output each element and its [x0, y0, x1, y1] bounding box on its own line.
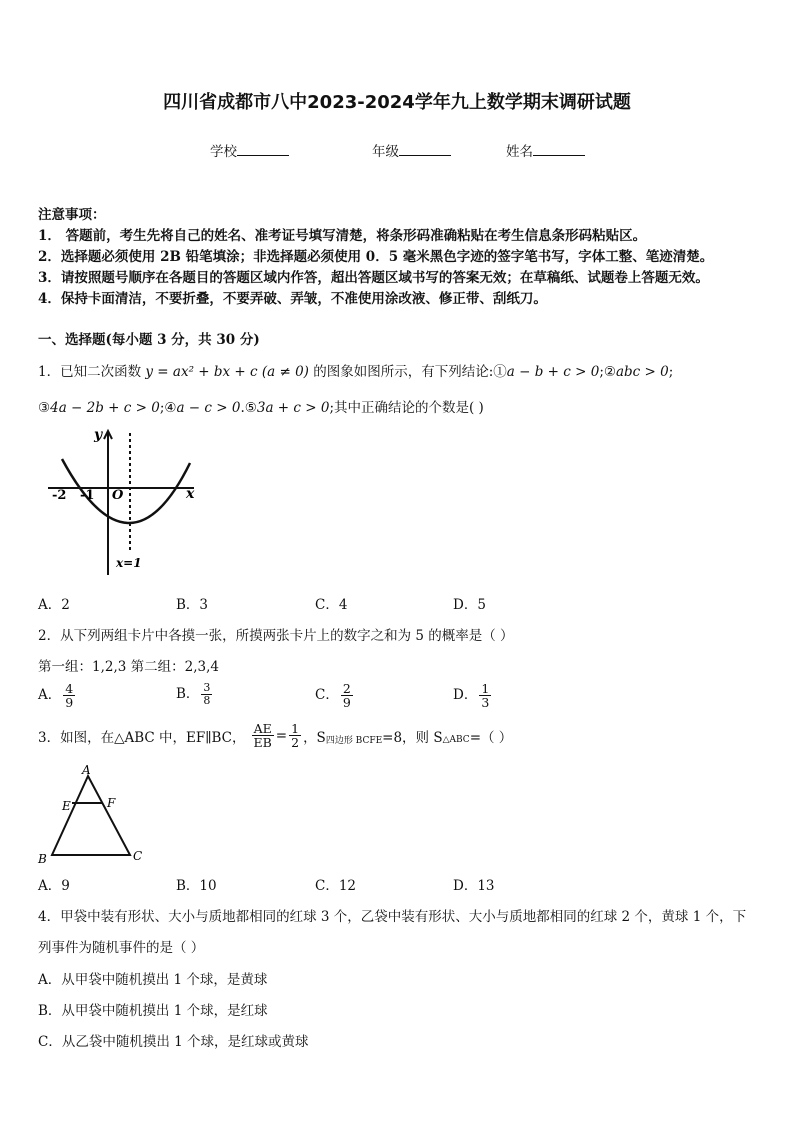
name-field [506, 140, 585, 160]
q1-line1 [38, 360, 673, 380]
q1-option-b: B．3 [176, 597, 209, 613]
x-axis-label: x [186, 486, 195, 502]
school-blank [237, 143, 289, 156]
name-label: 姓名 [506, 144, 533, 160]
q4-line2: 列事件为随机事件的是（ ） [38, 940, 205, 956]
q3-option-a: A．9 [38, 878, 70, 894]
numerator: 1 [291, 721, 300, 736]
q1-text: ;② [599, 364, 616, 380]
school-label: 学校 [210, 144, 237, 160]
q1-text: ; [668, 364, 674, 380]
option-label: B． [176, 686, 200, 702]
denominator: 8 [203, 694, 211, 707]
page-title: 四川省成都市八中2023-2024学年九上数学期末调研试题 [163, 92, 631, 113]
q1-conclusion-3: 4a − 2b + c > 0 [50, 400, 160, 416]
tick-label-minus-2: -2 [52, 488, 67, 503]
notice-item: 4．保持卡面清洁，不要折叠，不要弄破、弄皱，不准使用涂改液、修正带、刮纸刀。 [38, 291, 547, 307]
option-fraction [201, 682, 212, 706]
q3-subscript: 四边形 BCFE [325, 736, 383, 747]
q2-text: 2．从下列两组卡片中各摸一张，所摸两张卡片上的数字之和为 5 的概率是（ ） [38, 628, 514, 644]
equals-sign: = [275, 727, 288, 744]
denominator: EB [253, 735, 272, 751]
point-label-f: F [107, 796, 116, 810]
numerator: 2 [342, 681, 351, 696]
q1-text: 的图象如图所示，有下列结论:① [308, 364, 507, 380]
notice-item: 1． 答题前，考生先将自己的姓名、准考证号填写清楚，将条形码准确粘贴在考生信息条形码粘贴区。 [38, 228, 647, 244]
q1-option-a: A．2 [38, 597, 70, 613]
option-fraction [63, 682, 75, 709]
vertex-label-a: A [82, 763, 91, 777]
y-axis-label: y [94, 427, 103, 443]
q1-conclusion-4: a − c > 0 [176, 400, 241, 416]
q1-text: ;其中正确结论的个数是( ) [329, 400, 484, 416]
denominator: 9 [342, 695, 351, 711]
option-label: A． [38, 687, 62, 704]
denominator: 2 [291, 735, 300, 751]
school-field [210, 140, 289, 160]
option-label: D． [453, 687, 478, 704]
grade-blank [399, 143, 451, 156]
q1-conclusion-2: abc > 0 [615, 364, 669, 380]
vertex-label-c: C [133, 849, 143, 863]
numerator: 4 [65, 681, 74, 696]
q3-text [38, 722, 512, 749]
q3-text-part: =8，则 S [382, 729, 443, 746]
triangle-abc [52, 776, 130, 855]
q2-option-c [315, 682, 355, 709]
q1-text: .⑤ [240, 400, 257, 416]
q4-option-b: B．从甲袋中随机摸出 1 个球，是红球 [38, 1003, 268, 1019]
q1-text: ;④ [159, 400, 177, 416]
q4-option-a: A．从甲袋中随机摸出 1 个球，是黄球 [38, 972, 268, 988]
parabola-graph [44, 425, 204, 577]
q2-option-b [176, 682, 214, 707]
q1-text: 1．已知二次函数 [38, 364, 146, 380]
grade-label: 年级 [372, 144, 399, 160]
point-label-e: E [62, 799, 71, 813]
q3-subscript: △ABC [442, 734, 470, 745]
q3-ratio [251, 722, 273, 749]
option-fraction [479, 682, 491, 709]
q3-option-b: B．10 [176, 878, 217, 894]
q4-option-c: C．从乙袋中随机摸出 1 个球，是红球或黄球 [38, 1034, 309, 1050]
q3-prefix: 3．如图，在△ABC 中，EF∥BC， [38, 729, 246, 746]
origin-label: O [112, 488, 124, 503]
numerator: AE [253, 721, 272, 736]
triangle-figure [36, 762, 156, 866]
numerator: 1 [481, 681, 490, 696]
q3-text-part: =（ ） [469, 729, 513, 746]
q1-conclusion-5: 3a + c > 0 [256, 400, 330, 416]
q1-option-c: C．4 [315, 597, 348, 613]
q1-formula: y = ax² + bx + c (a ≠ 0) [145, 364, 309, 380]
option-label: C． [315, 687, 339, 704]
q1-conclusion-1: a − b + c > 0 [506, 364, 600, 380]
notice-item: 3．请按照题号顺序在各题目的答题区域内作答，超出答题区域书写的答案无效；在草稿纸、试题卷上答题无效。 [38, 270, 709, 286]
q3-option-d: D．13 [453, 878, 495, 894]
notice-item: 2．选择题必须使用 2B 铅笔填涂；非选择题必须使用 0．5 毫米黑色字迹的签字笔书写，字体工整、笔迹清楚。 [38, 249, 714, 265]
q4-line1: 4．甲袋中装有形状、大小与质地都相同的红球 3 个，乙袋中装有形状、大小与质地都相同的红球 2 个，黄球 1 个，下 [38, 909, 747, 925]
q2-groups: 第一组：1,2,3 第二组：2,3,4 [38, 659, 219, 675]
denominator: 3 [481, 695, 490, 711]
vertex-label-b: B [38, 852, 47, 866]
q3-half [289, 722, 301, 749]
section-heading: 一、选择题(每小题 3 分，共 30 分) [38, 332, 260, 348]
tick-label-minus-1: -1 [80, 488, 95, 503]
q2-option-a [38, 682, 77, 709]
option-fraction [341, 682, 353, 709]
denominator: 9 [65, 695, 74, 711]
q2-option-d [453, 682, 493, 709]
q1-option-d: D．5 [453, 597, 486, 613]
q1-line2 [38, 396, 484, 416]
name-blank [533, 143, 585, 156]
symmetry-axis-label: x=1 [116, 556, 142, 570]
q3-text-part: ，S [303, 729, 326, 746]
q3-option-c: C．12 [315, 878, 357, 894]
q1-text: ③ [38, 400, 51, 416]
numerator: 3 [203, 681, 211, 695]
grade-field [372, 140, 451, 160]
notice-heading: 注意事项： [38, 207, 106, 223]
